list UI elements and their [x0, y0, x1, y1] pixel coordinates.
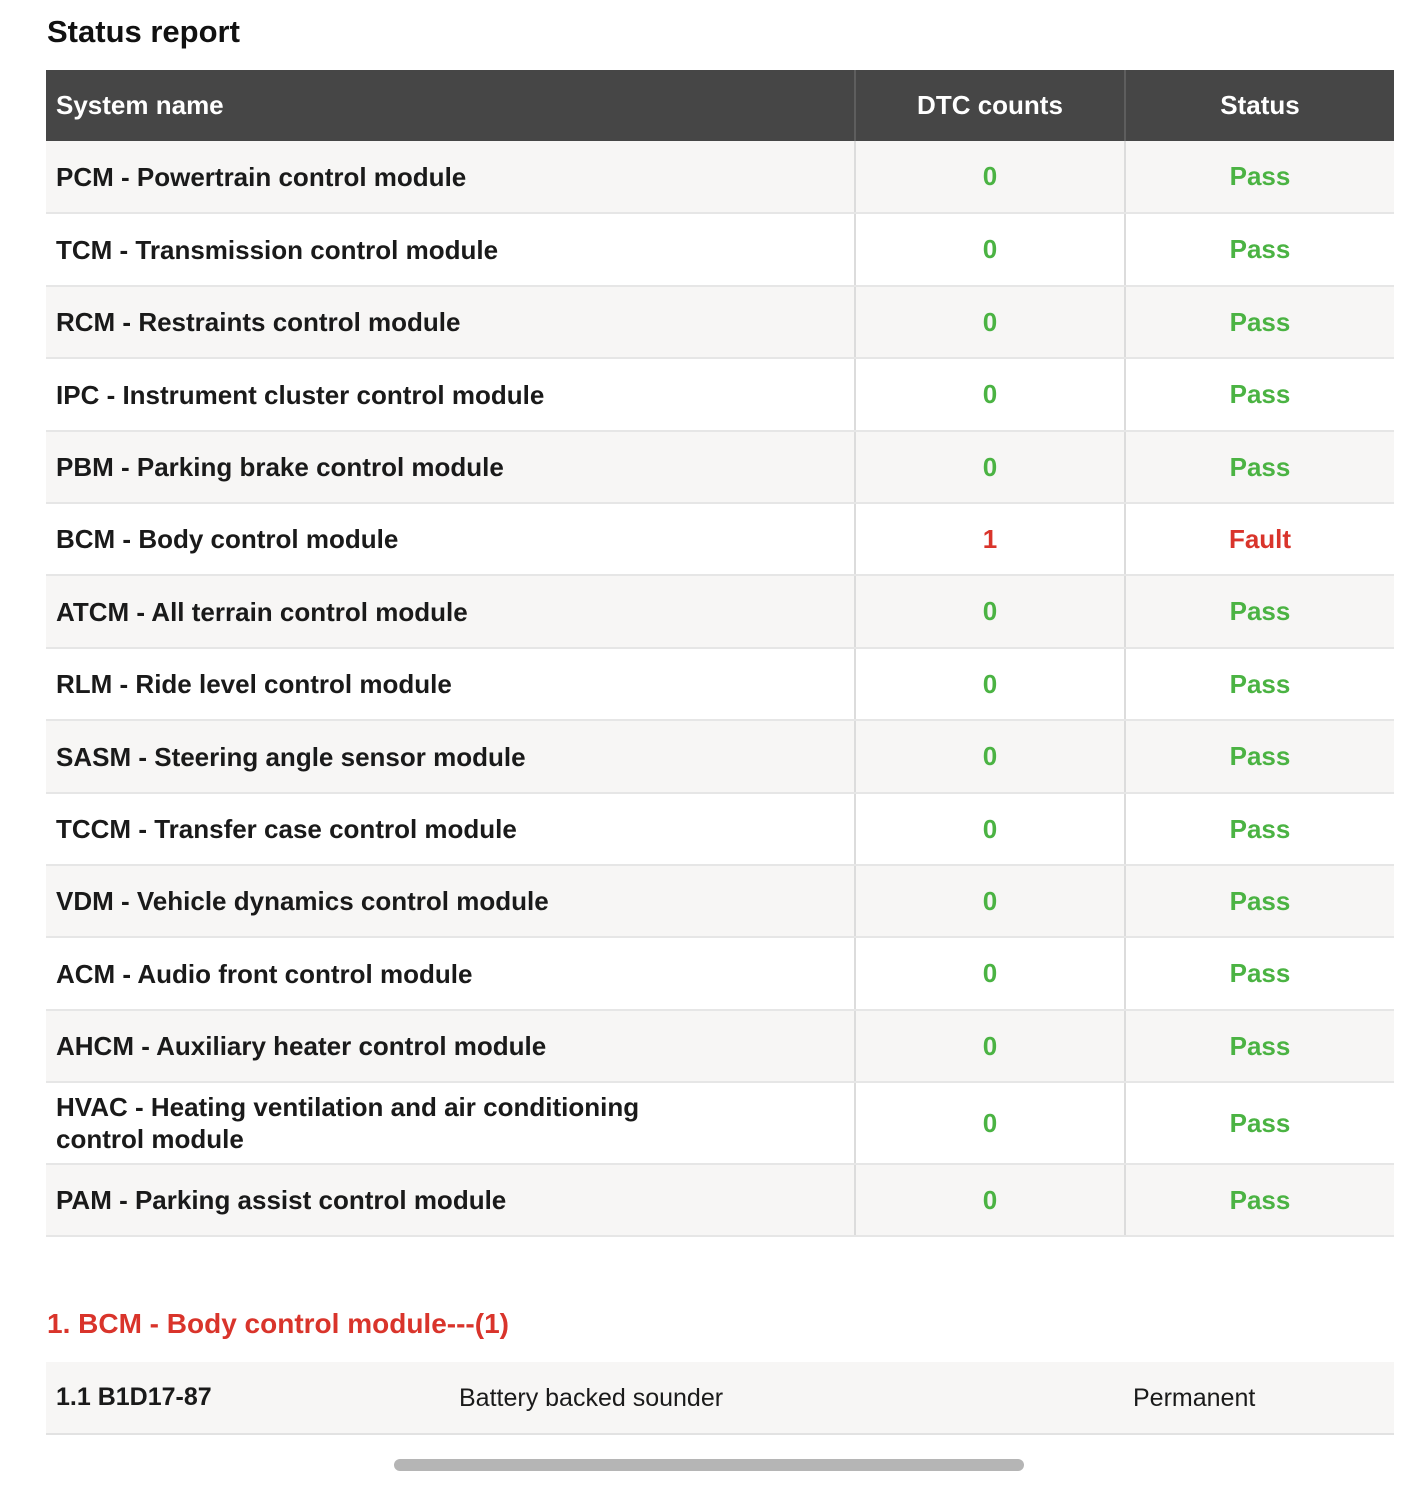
status-value: Pass: [1125, 358, 1394, 431]
dtc-count: 0: [855, 1164, 1125, 1236]
status-value: Pass: [1125, 1010, 1394, 1082]
table-row[interactable]: [46, 720, 1394, 793]
status-value: Pass: [1125, 1164, 1394, 1236]
system-name: IPC - Instrument cluster control module: [46, 358, 855, 431]
dtc-row[interactable]: [46, 1362, 1394, 1435]
status-value: Pass: [1125, 213, 1394, 286]
dtc-count: 0: [855, 431, 1125, 503]
dtc-count: 1: [855, 503, 1125, 575]
dtc-count: 0: [855, 865, 1125, 937]
system-name: TCM - Transmission control module: [46, 213, 855, 286]
system-name: ACM - Audio front control module: [46, 937, 855, 1010]
status-value: Pass: [1125, 431, 1394, 503]
header-system-name: System name: [46, 70, 855, 141]
system-name: RCM - Restraints control module: [46, 286, 855, 358]
dtc-count: 0: [855, 1082, 1125, 1164]
table-row[interactable]: [46, 1010, 1394, 1082]
status-value: Pass: [1125, 865, 1394, 937]
page-title: Status report: [47, 14, 240, 49]
table-row[interactable]: [46, 141, 1394, 213]
system-name: VDM - Vehicle dynamics control module: [46, 865, 855, 937]
status-value: Pass: [1125, 793, 1394, 865]
status-value: Fault: [1125, 503, 1394, 575]
system-name: RLM - Ride level control module: [46, 648, 855, 720]
system-name: PAM - Parking assist control module: [46, 1164, 855, 1236]
table-row[interactable]: [46, 793, 1394, 865]
status-value: Pass: [1125, 720, 1394, 793]
table-row[interactable]: [46, 1082, 1394, 1164]
dtc-count: 0: [855, 358, 1125, 431]
dtc-count: 0: [855, 141, 1125, 213]
home-indicator[interactable]: [394, 1459, 1024, 1471]
table-row[interactable]: [46, 503, 1394, 575]
header-dtc-counts: DTC counts: [855, 70, 1125, 141]
table-header-row: [46, 70, 1394, 141]
system-name: PCM - Powertrain control module: [46, 141, 855, 213]
table-row[interactable]: [46, 286, 1394, 358]
table-row[interactable]: [46, 213, 1394, 286]
system-name: SASM - Steering angle sensor module: [46, 720, 855, 793]
dtc-count: 0: [855, 720, 1125, 793]
status-value: Pass: [1125, 937, 1394, 1010]
system-name: TCCM - Transfer case control module: [46, 793, 855, 865]
status-value: Pass: [1125, 648, 1394, 720]
status-table: [46, 70, 1394, 1237]
dtc-count: 0: [855, 575, 1125, 648]
table-row[interactable]: [46, 575, 1394, 648]
status-value: Pass: [1125, 575, 1394, 648]
status-value: Pass: [1125, 286, 1394, 358]
header-status: Status: [1125, 70, 1394, 141]
table-row[interactable]: [46, 648, 1394, 720]
dtc-count: 0: [855, 213, 1125, 286]
fault-section-heading: 1. BCM - Body control module---(1): [47, 1308, 509, 1339]
system-name-line: HVAC - Heating ventilation and air conditioning: [56, 1092, 640, 1122]
system-name: [46, 1082, 855, 1164]
system-name: ATCM - All terrain control module: [46, 575, 855, 648]
status-value: Pass: [1125, 141, 1394, 213]
table-row[interactable]: [46, 1164, 1394, 1236]
table-row[interactable]: [46, 937, 1394, 1010]
system-name-line: control module: [56, 1124, 244, 1154]
dtc-count: 0: [855, 286, 1125, 358]
dtc-description: Battery backed sounder: [459, 1384, 724, 1412]
dtc-type: Permanent: [1133, 1384, 1256, 1412]
dtc-count: 0: [855, 937, 1125, 1010]
system-name: PBM - Parking brake control module: [46, 431, 855, 503]
dtc-code: 1.1 B1D17-87: [56, 1383, 212, 1411]
system-name: BCM - Body control module: [46, 503, 855, 575]
table-row[interactable]: [46, 865, 1394, 937]
dtc-count: 0: [855, 1010, 1125, 1082]
table-row[interactable]: [46, 358, 1394, 431]
table-row[interactable]: [46, 431, 1394, 503]
system-name: AHCM - Auxiliary heater control module: [46, 1010, 855, 1082]
dtc-count: 0: [855, 793, 1125, 865]
status-value: Pass: [1125, 1082, 1394, 1164]
dtc-count: 0: [855, 648, 1125, 720]
